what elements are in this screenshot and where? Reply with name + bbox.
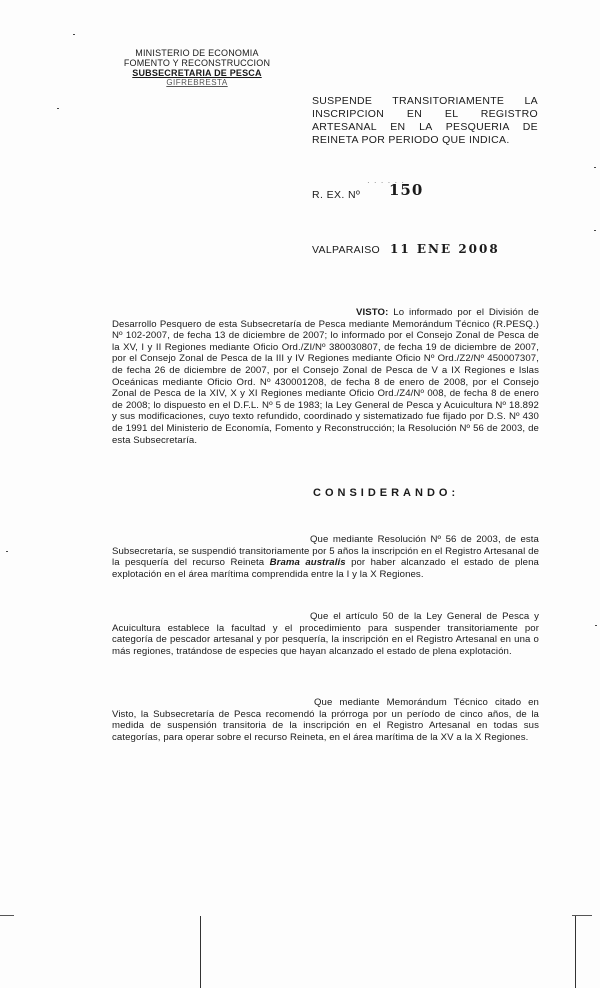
- document-subject: SUSPENDE TRANSITORIAMENTE LA INSCRIPCION EN EL REGISTRO ARTESANAL EN LA PESQUERIA DE REINETA POR PERIODO QUE INDICA.: [312, 95, 538, 146]
- considerando-1-text-b: por haber alcanzado el estado de plena explotación en el área marítima comprendida entre la I y la X Regiones.: [112, 557, 539, 580]
- place-city: VALPARAISO: [312, 244, 380, 256]
- visto-text: Lo informado por el División de Desarrollo Pesquero de esta Subsecretaría de Pesca mediante Memorándum Técnico (R.PESQ.) Nº 102-2007, de fecha 13 de diciembre de 2007; lo informado por el Consejo Zonal de Pesca de la XV, I y II Regiones mediante Oficio Ord./ZI/Nº 380030807, de fecha 19 de diciembre de 2007, por el Consejo Zonal de Pesca de la III y IV Regiones mediante Oficio Nº Ord./Z2/Nº 450007307, de fecha 26 de diciembre de 2007, por el Consejo Zonal de Pesca de V a IX Regiones e Islas Oceánicas mediante Oficio Ord. Nº 430001208, de fecha 8 de enero de 2008, por el Consejo Zonal de Pesca de la XIV, X y XI Regiones mediante Oficio Ord./Z4/Nº 008, de fecha 8 de enero de 2008; lo dispuesto en el D.F.L. Nº 5 de 1983; la Ley General de Pesca y Acuicultura Nº 18.892 y sus modificaciones, cuyo texto refundido, coordinado y sistematizado fue fijado por D.S. Nº 430 de 1991 del Ministerio de Economía, Fomento y Reconstrucción; la Resolución Nº 56 de 2003, de esta Subsecretaría.: [112, 307, 539, 446]
- considerando-1-text-a: Que mediante Resolución Nº 56 de 2003, de esta Subsecretaría, se suspendió transitoriamente por 5 años la inscripción en el Registro Artesanal de la pesquería del recurso Reineta: [112, 534, 539, 569]
- visto-lead: VISTO:: [356, 307, 389, 318]
- scan-fold-line: [575, 916, 576, 988]
- scan-speck: [57, 108, 59, 109]
- scan-speck: [594, 230, 596, 231]
- considerando-2-text: Que el artículo 50 de la Ley General de Pesca y Acuicultura establece la facultad y el procedimiento para suspender transitoriamente por categoría de pescador artesanal y por pesquería, la inscripción en el Registro Artesanal en una o más regiones, tratándose de especies que hayan alcanzado el estado de plena explotación.: [112, 611, 539, 657]
- ministry-subtitle: FOMENTO Y RECONSTRUCCION: [123, 58, 271, 68]
- considerando-1: [112, 534, 539, 580]
- scan-speck: [73, 34, 75, 35]
- scan-fold-line: [200, 916, 201, 988]
- considerando-3-text: Que mediante Memorándum Técnico citado en Visto, la Subsecretaría de Pesca recomendó la prórroga por un período de cinco años, de la medida de suspensión transitoria de la inscripción en el Registro Artesanal en todas sus categorías, para operar sobre el recurso Reineta, en el área marítima de la XV a la X Regiones.: [112, 697, 539, 743]
- visto-paragraph: [112, 307, 539, 446]
- resolution-label: R. EX. Nº: [312, 189, 361, 201]
- scan-speck: [595, 625, 597, 626]
- scan-edge-mark: [0, 915, 14, 916]
- resolution-number: [312, 181, 424, 201]
- dotted-marks: · · · · · ·: [367, 178, 406, 187]
- resolution-stamp-number: 150: [389, 181, 424, 199]
- scan-speck: [6, 551, 8, 552]
- subsecretaria-name: SUBSECRETARIA DE PESCA: [132, 68, 262, 78]
- species-name: Brama australis: [269, 557, 346, 569]
- ministry-name: MINISTERIO DE ECONOMIA: [135, 48, 259, 58]
- office-name: GIFREBRESTA: [166, 78, 228, 87]
- date-stamp: 11 ENE 2008: [390, 242, 500, 256]
- considerando-2: [112, 611, 539, 657]
- letterhead: [112, 48, 282, 88]
- considerando-3: [112, 697, 539, 743]
- scan-speck: [594, 167, 596, 168]
- considerando-heading: CONSIDERANDO:: [313, 487, 460, 499]
